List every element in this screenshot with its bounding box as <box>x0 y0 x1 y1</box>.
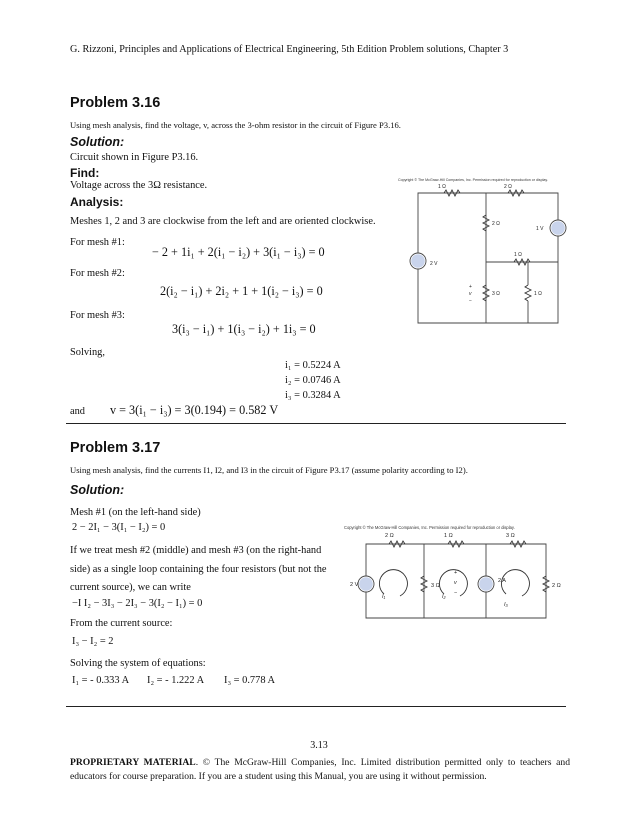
mesh1-equation: − 2 + 1i₁ + 2(i₁ − i₂) + 3(i₁ − i₃) = 0 <box>152 245 325 259</box>
problem-3-16-statement: Using mesh analysis, find the voltage, v, across the 3-ohm resistor in the circuit of Figure P3.16. <box>70 120 401 130</box>
label-r-right-2: 2 Ω <box>552 583 561 589</box>
and-label: and <box>70 406 86 417</box>
find-heading: Find: <box>70 166 100 180</box>
page-header: G. Rizzoni, Principles and Applications of Electrical Engineering, 5th Edition Problem solutions, Chapter 3 <box>70 44 509 55</box>
label-r-vert-3: 3 Ω <box>431 583 440 589</box>
label-v-plus-2: + <box>454 570 458 576</box>
solving-label-2: Solving the system of equations: <box>70 658 206 669</box>
label-r-low-vert: 3 Ω <box>492 291 500 297</box>
voltage-source-2v-fill <box>411 254 425 268</box>
i1-result: i₁ = 0.5224 A <box>285 360 341 371</box>
label-v-minus-2: − <box>454 590 458 596</box>
label-r-top-left: 1 Ω <box>438 184 446 190</box>
solution-heading-2: Solution: <box>70 483 125 497</box>
label-src-i: 2 A <box>498 578 506 584</box>
solving-label: Solving, <box>70 347 105 358</box>
problem-3-16-title: Problem 3.16 <box>70 95 161 111</box>
footer-notice <box>70 756 570 784</box>
final-voltage-equation: v = 3(i₁ − i₃) = 3(0.194) = 0.582 V <box>110 403 279 417</box>
label-src-left: 2 V <box>430 261 438 267</box>
label-r-mid-horiz: 1 Ω <box>514 252 522 258</box>
page-number: 3.13 <box>310 740 328 751</box>
label-r-top-right: 2 Ω <box>504 184 512 190</box>
I3-result: I₃ = 0.778 A <box>224 675 276 686</box>
label-I1: I₁ <box>382 594 386 600</box>
resistor-1ohm-right <box>525 285 531 301</box>
source-equation: I₃ − I₂ = 2 <box>72 636 114 647</box>
label-r3: 3 Ω <box>506 533 515 539</box>
figure-p3-17 <box>340 522 570 626</box>
label-src-right: 1 V <box>536 226 544 232</box>
i3-result: i₃ = 0.3284 A <box>285 390 341 401</box>
from-source-label: From the current source: <box>70 618 173 629</box>
label-src-v: 2 V <box>350 582 359 588</box>
label-I2: I₂ <box>442 594 446 600</box>
label-r1: 2 Ω <box>385 533 394 539</box>
label-r-mid-vert: 2 Ω <box>492 221 500 227</box>
current-source-2a-fill <box>479 577 493 591</box>
mesh1-label-2: Mesh #1 (on the left-hand side) <box>70 507 201 518</box>
I2-result: I₂ = - 1.222 A <box>147 675 205 686</box>
label-v: v <box>469 291 472 297</box>
meshes-text: Meshes 1, 2 and 3 are clockwise from the left and are oriented clockwise. <box>70 216 376 227</box>
I1-result: I₁ = - 0.333 A <box>72 675 130 686</box>
loop-equation: −I I₂ − 3I₃ − 2I₃ − 3(I₂ − I₁) = 0 <box>72 598 203 609</box>
treat-text-2: side) as a single loop containing the four resistors (but not the <box>70 564 327 575</box>
solution-heading: Solution: <box>70 135 125 149</box>
voltage-source-2v-b-fill <box>359 577 373 591</box>
circuit-text: Circuit shown in Figure P3.16. <box>70 152 199 163</box>
mesh1-equation-2: 2 − 2I₁ − 3(I₁ − I₂) = 0 <box>72 522 166 533</box>
mesh3-equation: 3(i₃ − i₁) + 1(i₃ − i₂) + 1i₃ = 0 <box>172 322 316 336</box>
divider-1 <box>66 423 566 424</box>
problem-3-17-statement: Using mesh analysis, find the currents I1, I2, and I3 in the circuit of Figure P3.17 (assume polarity according to I2). <box>70 465 468 475</box>
label-v-minus: − <box>469 298 472 304</box>
i2-result: i₂ = 0.0746 A <box>285 375 341 386</box>
footer-text: . © The McGraw-Hill Companies, Inc. Limited distribution permitted only to teachers and educators for course preparation. If you are a student using this Manual, you are using it without permission. <box>70 757 570 782</box>
problem-3-17-title: Problem 3.17 <box>70 440 161 456</box>
footer-bold: PROPRIETARY MATERIAL <box>70 757 196 768</box>
figure-copyright: Copyright © The McGraw-Hill Companies, Inc. Permission required for reproduction or display. <box>398 178 548 182</box>
divider-2 <box>66 706 566 707</box>
mesh2-equation: 2(i₂ − i₁) + 2i₂ + 1 + 1(i₂ − i₃) = 0 <box>160 284 323 298</box>
treat-text-1: If we treat mesh #2 (middle) and mesh #3 (on the right-hand <box>70 545 322 556</box>
voltage-source-1v-fill <box>551 221 565 235</box>
figure-p3-16 <box>396 173 570 329</box>
treat-text-3: current source), we can write <box>70 582 191 593</box>
mesh2-label: For mesh #2: <box>70 268 125 279</box>
mesh-arrow-1 <box>379 570 407 596</box>
label-v-2: v <box>454 580 457 586</box>
label-I3: I₃ <box>504 602 508 608</box>
find-text: Voltage across the 3Ω resistance. <box>70 180 208 191</box>
analysis-heading: Analysis: <box>70 195 124 209</box>
label-r2: 1 Ω <box>444 533 453 539</box>
figure-copyright-2: Copyright © The McGraw-Hill Companies, Inc. Permission required for reproduction or display. <box>344 525 515 530</box>
mesh3-label: For mesh #3: <box>70 310 125 321</box>
label-v-plus: + <box>469 284 472 290</box>
label-r-right: 1 Ω <box>534 291 542 297</box>
mesh1-label: For mesh #1: <box>70 237 125 248</box>
